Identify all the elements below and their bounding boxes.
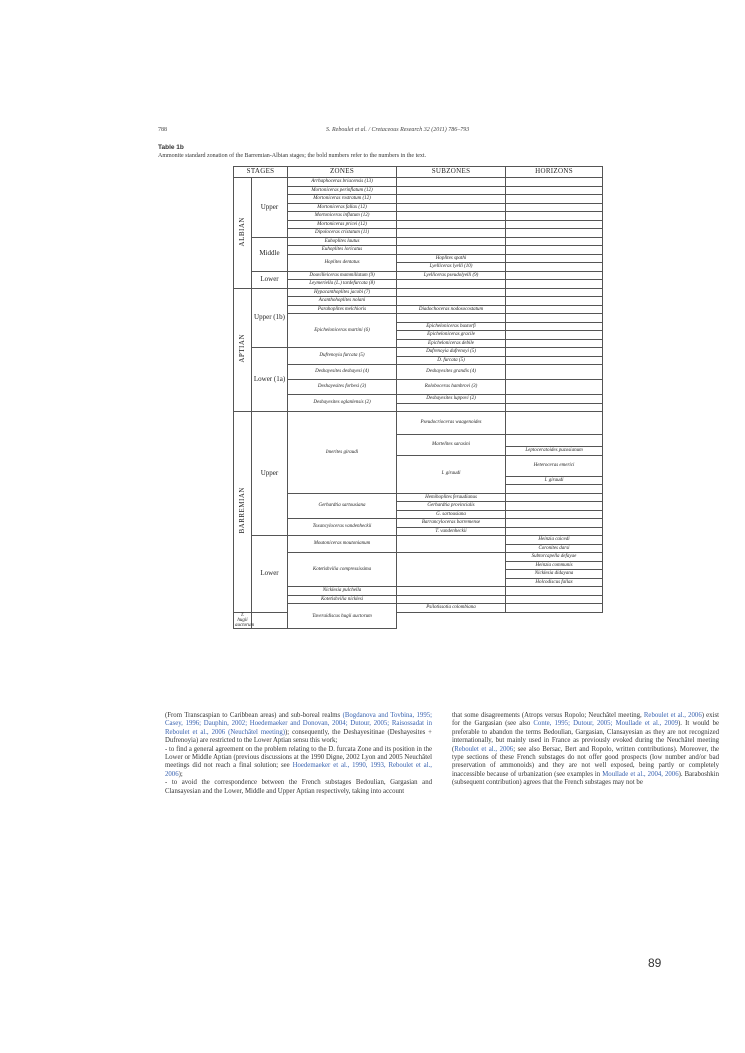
subzone-cell [397, 229, 506, 238]
subzone-cell: Hoplites spathi [397, 254, 506, 263]
horizon-cell [506, 246, 603, 255]
subzone-cell [397, 587, 506, 596]
zone-cell: Moutoniceras moutonianum [288, 536, 397, 553]
horizon-cell [252, 612, 288, 629]
horizon-cell [506, 322, 603, 331]
paragraph-text: ) exist for the Gargasian (see also [452, 712, 719, 728]
zonation-table [233, 166, 603, 629]
stage-label: BARREMIAN [237, 487, 246, 534]
subzone-cell: I. giraudi [397, 455, 506, 493]
table-row [234, 280, 603, 289]
citation-link[interactable]: Conte, 1995; Dutour, 2005; Moullade et al., 2009 [533, 720, 678, 728]
table-row [234, 288, 603, 297]
table-row [234, 254, 603, 263]
col-header-horizons: HORIZONS [506, 167, 603, 178]
table-row [234, 246, 603, 255]
table-row [234, 380, 603, 395]
subzone-cell: Deshayesites grandis (4) [397, 365, 506, 380]
subzone-cell [397, 314, 506, 323]
subzone-cell: Gerhardtia provincialis [397, 502, 506, 511]
table-row [234, 314, 603, 323]
table-caption: Ammonite standard zonation of the Barremian-Albian stages; the bold numbers refer to the numbers in the text. [158, 153, 427, 159]
subzone-cell: T. vandenheckii [397, 527, 506, 536]
subzone-cell [397, 195, 506, 204]
horizon-cell: Nicklesia didayana [506, 570, 603, 579]
subzone-cell: Lyelliceras lyelli (10) [397, 263, 506, 272]
subzone-cell: Psilotissotia colombiana [397, 604, 506, 613]
table-row [234, 587, 603, 596]
zone-cell: Leymeriella (L.) tardefurcata (8) [288, 280, 397, 289]
horizon-cell: Leptoceratoides puzosianum [506, 447, 603, 456]
horizon-cell: Coronites darsi [506, 544, 603, 553]
subzone-cell: G. sartousiana [397, 510, 506, 519]
table-row [234, 395, 603, 404]
zone-cell: Deshayesites oglanlensis (2) [288, 395, 397, 412]
zone-cell: Taveraidiscus hugii auctorum [288, 604, 397, 629]
table-label: Table 1b [158, 144, 184, 151]
zone-cell: Douvilleiceras mammillatum (9) [288, 271, 397, 280]
horizon-cell [506, 356, 603, 365]
horizon-cell: Heinzia communis [506, 561, 603, 570]
table-row [234, 348, 603, 357]
horizon-cell [506, 365, 603, 380]
paragraph-text: ). Baraboshkin (subsequent contribution) agrees that the French substages may not be [452, 770, 719, 787]
horizon-cell [506, 212, 603, 221]
table-row [234, 220, 603, 229]
substage-cell: Upper [252, 178, 288, 238]
horizon-cell [506, 510, 603, 519]
horizon-cell [506, 527, 603, 536]
horizon-cell [506, 348, 603, 357]
subzone-cell: Pseudocrioceras waagenoides [397, 412, 506, 435]
substage-cell: Lower [252, 271, 288, 288]
subzone-cell: Lyelliceras pseudolyelli (9) [397, 271, 506, 280]
subzone-cell [397, 536, 506, 553]
zone-cell: Euhoplites loricatus [288, 246, 397, 255]
citation-link[interactable]: Moullade et al., 2004, 2006 [602, 770, 679, 778]
horizon-cell: Heteroceras emerici [506, 455, 603, 476]
citation-link[interactable]: Reboulet et al., 2006 [643, 712, 702, 719]
zone-cell: Mortoniceras rostratum (12) [288, 195, 397, 204]
substage-cell: Middle [252, 237, 288, 271]
zone-cell: Arrhaphoceras briacensis (13) [288, 178, 397, 187]
page-number-bottom: 89 [648, 956, 662, 970]
horizon-cell [506, 331, 603, 340]
col-header-zones: ZONES [288, 167, 397, 178]
horizon-cell [506, 493, 603, 502]
subzone-cell [397, 203, 506, 212]
horizon-cell [506, 587, 603, 596]
horizon-cell [506, 220, 603, 229]
paragraph-text: ). It would be preferable to abandon the terms Bedoulian, Gargasian, Clansayesian as they are not recognized internationally, but mainly used in France as previously evoked during the Neuchâtel meeting ( [452, 720, 720, 753]
horizon-cell [506, 178, 603, 187]
horizon-cell [506, 186, 603, 195]
horizon-cell [506, 412, 603, 435]
subzone-cell [397, 297, 506, 306]
subzone-cell [397, 186, 506, 195]
table-row [234, 178, 603, 187]
table-row [234, 186, 603, 195]
horizon-cell [506, 305, 603, 314]
subzone-cell [397, 288, 506, 297]
zone-cell: Mortoniceras fallax (12) [288, 203, 397, 212]
table-row [234, 412, 603, 435]
table-row [234, 536, 603, 545]
horizon-cell [506, 519, 603, 528]
table-row [234, 297, 603, 306]
page-number-top: 788 [158, 127, 167, 133]
horizon-cell [506, 271, 603, 280]
zone-cell: Mortoniceras pricei (12) [288, 220, 397, 229]
citation-link[interactable]: Reboulet et al., 2006 [454, 745, 514, 753]
horizon-cell [506, 435, 603, 447]
zone-cell: Euhoplites lautus [288, 237, 397, 246]
stage-cell [234, 288, 252, 412]
body-text-right-column [452, 712, 719, 788]
subzone-cell [397, 280, 506, 289]
horizon-cell [506, 263, 603, 272]
list-item: - to find a general agreement on the problem relating to the D. furcata Zone and its position in the Lower or Middle Aptian (previous discussions at the 1990 Digne, 2002 Lyon and 2005 Neuchâtel meetings did not reach a final solution; see [165, 745, 432, 770]
paragraph-text: ); consequently, the Deshayesitinae (Deshayesites + Dufrenoyia) are restricted to the Lower Aptian sensu this work; [165, 728, 433, 745]
table-row [234, 365, 603, 380]
zone-cell: Hoplites dentatus [288, 254, 397, 271]
subzone-cell: Diadochoceras nodosocostatum [397, 305, 506, 314]
subzone-cell [397, 178, 506, 187]
table-row [234, 553, 603, 562]
subzone-cell [397, 595, 506, 604]
table-row [234, 271, 603, 280]
paragraph-text: ; see also Bersac, Bert and Ropolo, written contributions). Moreover, the type sections of these French substages do not offer good prospects (low number and/or bad preservation of ammonoids) and they are not well exposed, being partly or completely inaccessible because of urbanization (see examples in [452, 745, 719, 778]
table-row [234, 519, 603, 528]
horizon-cell [506, 604, 603, 613]
horizon-cell [506, 485, 603, 494]
horizon-cell [506, 229, 603, 238]
subzone-cell [397, 212, 506, 221]
paragraph-text: (From Transcaspian to Caribbean areas) and sub-boreal realms [165, 712, 343, 719]
horizon-cell [506, 595, 603, 604]
stage-label: APTIAN [237, 334, 246, 363]
body-text-left-column [165, 712, 432, 796]
zone-cell: Dipoloceras cristatum (11) [288, 229, 397, 238]
citation-link[interactable]: (Bogdanova and Tovbina, 1995; Casey, 1996; Dauphin, 2002; Hoedemaeker and Donovan, 2004; Dutour, 2005; Raisossadat in Reboulet et al., 2006 (Neuchâtel meeting) [165, 712, 433, 736]
citation-link[interactable]: Hoedemaeker et al., 1990, 1993, Reboulet et al., 2006 [165, 762, 432, 778]
zone-cell: Epicheloniceras martini (6) [288, 314, 397, 348]
subzone-cell [397, 403, 506, 412]
table-row [234, 195, 603, 204]
col-header-stages: STAGES [234, 167, 288, 178]
horizon-cell [506, 395, 603, 404]
running-head: S. Reboulet et al. / Cretaceous Research 32 (2011) 786–793 [326, 127, 470, 133]
zone-cell: Toxancyloceras vandenheckii [288, 519, 397, 536]
subzone-cell: Epicheloniceras debile [397, 339, 506, 348]
subzone-cell: Epicheloniceras gracile [397, 331, 506, 340]
paragraph-text: that some disagreements (Atrops versus Ropolo; Neuchâtel meeting, [452, 712, 644, 719]
subzone-cell: Martelites sarasini [397, 435, 506, 456]
subzone-cell: Roloboceras hambrovi (3) [397, 380, 506, 395]
substage-cell: Lower [252, 536, 288, 613]
list-item: - to avoid the correspondence between the French substages Bedoulian, Gargasian and Clansayesian and the Lower, Middle and Upper Aptian respectively, taking into account [165, 779, 432, 795]
horizon-cell [506, 254, 603, 263]
horizon-cell [506, 297, 603, 306]
zone-cell: Kotetishvilia compressissima [288, 553, 397, 587]
zone-cell: Acanthohoplites nolani [288, 297, 397, 306]
zone-cell: Deshayesites deshayesi (4) [288, 365, 397, 380]
stage-label: ALBIAN [237, 216, 246, 247]
table-row [234, 212, 603, 221]
zone-cell: Mortoniceras perinflatum (12) [288, 186, 397, 195]
subzone-cell: Barrancyloceras barremense [397, 519, 506, 528]
horizon-cell [506, 403, 603, 412]
subzone-cell [397, 246, 506, 255]
substage-cell: Upper [252, 412, 288, 536]
subzone-cell [397, 220, 506, 229]
paragraph-text: ); [178, 770, 183, 778]
horizon-cell [506, 203, 603, 212]
horizon-cell [506, 195, 603, 204]
horizon-cell [506, 237, 603, 246]
table-row [234, 229, 603, 238]
zone-cell: Imerites giraudi [288, 412, 397, 494]
subzone-cell: Deshayesites luppovi (2) [397, 395, 506, 404]
stage-cell [234, 178, 252, 289]
table-header-row [234, 167, 603, 178]
zone-cell: Mortoniceras inflatum (12) [288, 212, 397, 221]
table-row [234, 237, 603, 246]
horizon-cell [506, 288, 603, 297]
subzone-cell: T. hugii auctorum [235, 612, 255, 628]
stage-cell [234, 412, 252, 613]
horizon-cell [506, 380, 603, 395]
subzone-cell: Epicheloniceras buxtorfi [397, 322, 506, 331]
zone-cell: Nicklesia pulchella [288, 587, 397, 596]
zone-cell: Hypacanthoplites jacobi (7) [288, 288, 397, 297]
subzone-cell: Dufrenoyia dufrenoyi (5) [397, 348, 506, 357]
zone-cell: Deshayesites forbesi (3) [288, 380, 397, 395]
subzone-cell [397, 553, 506, 587]
table-row [234, 203, 603, 212]
horizon-cell: I. giraudi [506, 476, 603, 485]
substage-cell: Upper (1b) [252, 288, 288, 348]
col-header-subzones: SUBZONES [397, 167, 506, 178]
table-row [234, 493, 603, 502]
table-row [234, 595, 603, 604]
horizon-cell: Holcodiscus fallax [506, 578, 603, 587]
horizon-cell [506, 280, 603, 289]
substage-cell: Lower (1a) [252, 348, 288, 412]
table-row [234, 604, 603, 613]
subzone-cell [397, 237, 506, 246]
subzone-cell: D. furcata (5) [397, 356, 506, 365]
horizon-cell: Subtorcapella defayae [506, 553, 603, 562]
zone-cell: Dufrenoyia furcata (5) [288, 348, 397, 365]
zone-cell: Kotetishvilia nicklesi [288, 595, 397, 604]
horizon-cell: Heinzia caicedi [506, 536, 603, 545]
zone-cell: Parahoplites melchioris [288, 305, 397, 314]
horizon-cell [506, 314, 603, 323]
horizon-cell [506, 339, 603, 348]
zone-cell: Gerhardtia sartousiana [288, 493, 397, 519]
horizon-cell [506, 502, 603, 511]
subzone-cell: Hemihoplites feraudianus [397, 493, 506, 502]
